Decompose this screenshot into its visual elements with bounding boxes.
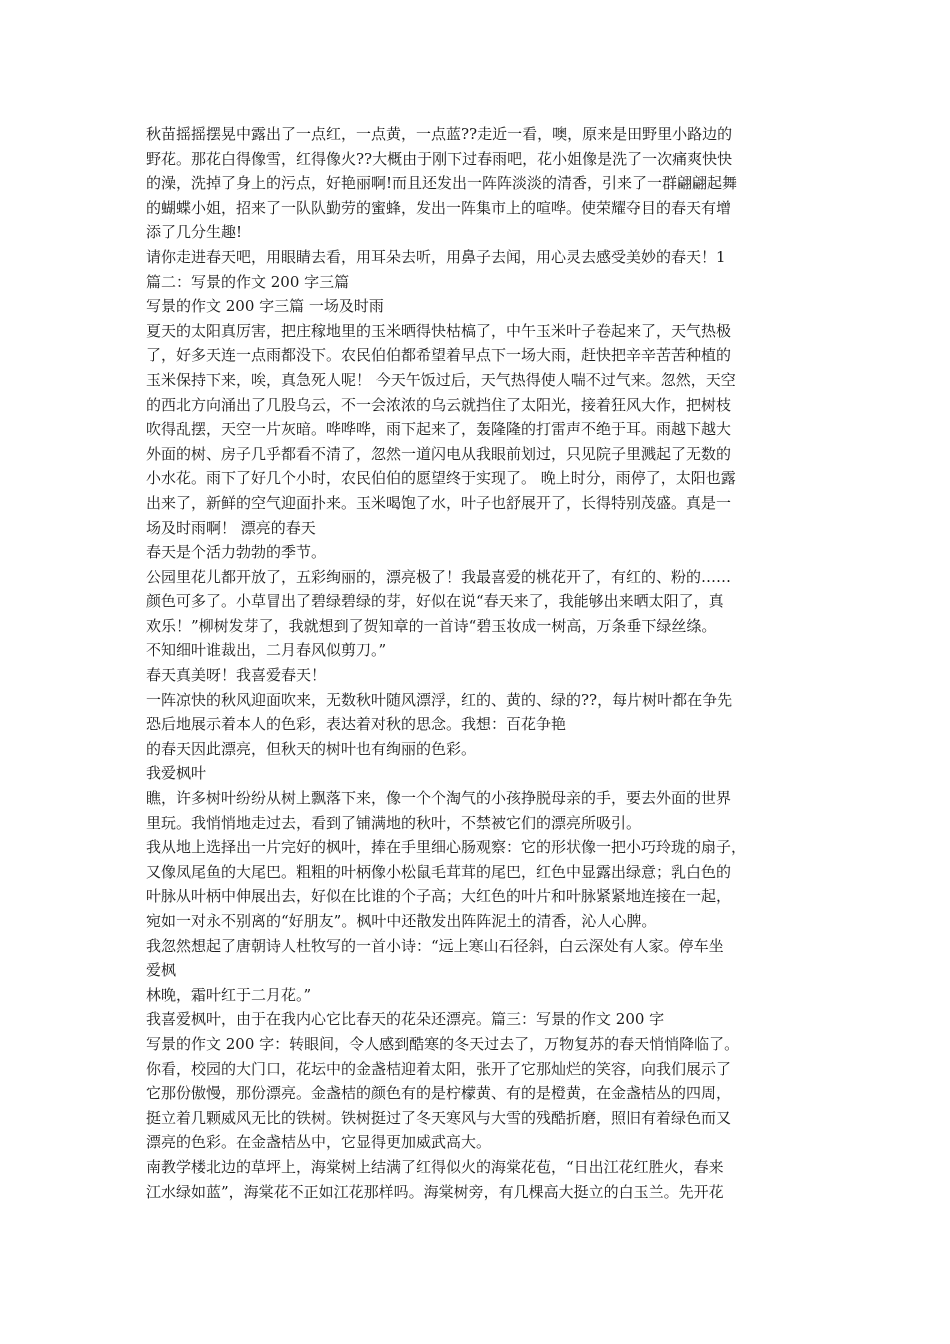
- text-line: 秋苗摇摇摆晃中露出了一点红，一点黄，一点蓝??走近一看，噢，原来是田野里小路边的: [146, 125, 733, 143]
- text-line: 外面的树、房子几乎都看不清了，忽然一道闪电从我眼前划过，只见院子里溅起了无数的: [146, 444, 732, 463]
- text-line: 漂亮的色彩。在金盏桔丛中，它显得更加威武高大。: [146, 1133, 492, 1152]
- text-line: 我从地上选择出一片完好的枫叶，捧在手里细心肠观察：它的形状像一把小巧玲珑的扇子，: [146, 838, 747, 857]
- text-line: 的蝴蝶小姐，招来了一队队勤劳的蜜蜂，发出一阵集市上的喧哗。使荣耀夺目的春天有增: [146, 198, 732, 217]
- text-line: 了，好多天连一点雨都没下。农民伯伯都希望着早点下一场大雨，赶快把辛辛苦苦种植的: [146, 346, 732, 365]
- section-heading: 写景的作文 200 字三篇 一场及时雨: [146, 297, 384, 316]
- text-line: 玉米保持下来，唉，真急死人呢！ 今天午饭过后，天气热得使人喘不过气来。忽然，天空: [146, 370, 736, 389]
- text-line: 小水花。雨下了好几个小时，农民伯伯的愿望终于实现了。 晚上时分，雨停了，太阳也露: [146, 469, 736, 488]
- text-line: 宛如一对永不别离的“好朋友”。枫叶中还散发出阵阵泥土的清香，沁人心脾。: [146, 912, 657, 930]
- text-line: 添了几分生趣!: [146, 223, 243, 242]
- text-line: 里玩。我悄悄地走过去，看到了铺满地的秋叶，不禁被它们的漂亮所吸引。: [146, 813, 642, 832]
- text-line: 不知细叶谁裁出，二月春风似剪刀。”: [146, 641, 387, 660]
- text-line: 又像凤尾鱼的大尾巴。粗粗的叶柄像小松鼠毛茸茸的尾巴，红色中显露出绿意；乳白色的: [146, 862, 732, 881]
- text-line: 春天是个活力勃勃的季节。: [146, 543, 327, 562]
- text-line: 公园里花儿都开放了，五彩绚丽的，漂亮极了！我最喜爱的桃花开了，有红的、粉的……: [146, 567, 732, 586]
- text-line: 请你走进春天吧，用眼睛去看，用耳朵去听，用鼻子去闻，用心灵去感受美妙的春天！1: [146, 247, 726, 266]
- text-line: 的澡，洗掉了身上的污点，好艳丽啊!而且还发出一阵阵淡淡的清香，引来了一群翩翩起舞: [146, 174, 738, 193]
- text-line: 你看，校园的大门口，花坛中的金盏桔迎着太阳，张开了它那灿烂的笑容，向我们展示了: [146, 1059, 732, 1078]
- text-line: 欢乐！”柳树发芽了，我就想到了贺知章的一首诗“碧玉妆成一树高，万条垂下绿丝绦。: [146, 616, 717, 635]
- text-line: 春天真美呀！我喜爱春天！: [146, 666, 327, 685]
- text-line: 挺立着几颗威风无比的铁树。铁树挺过了冬天寒风与大雪的残酷折磨，照旧有着绿色而又: [146, 1108, 732, 1127]
- text-line: 江水绿如蓝”，海棠花不正如江花那样吗。海棠树旁，有几棵高大挺立的白玉兰。先开花: [146, 1182, 724, 1201]
- section-heading: 篇二：写景的作文 200 字三篇: [146, 272, 350, 291]
- text-line: 颜色可多了。小草冒出了碧绿碧绿的芽，好似在说“春天来了，我能够出来晒太阳了，真: [146, 592, 724, 611]
- text-line: 它那份傲慢，那份漂亮。金盏桔的颜色有的是柠檬黄、有的是橙黄，在金盏桔丛的四周，: [146, 1084, 732, 1103]
- text-line: 的西北方向涌出了几股乌云，不一会浓浓的乌云就挡住了太阳光，接着狂风大作，把树枝: [146, 395, 732, 414]
- text-line: 林晚，霜叶红于二月花。”: [146, 985, 312, 1004]
- text-line: 写景的作文 200 字：转眼间，令人感到酷寒的冬天过去了，万物复苏的春天悄悄降临了。: [146, 1034, 740, 1053]
- text-line: 出来了，新鲜的空气迎面扑来。玉米喝饱了水，叶子也舒展开了，长得特别茂盛。真是一: [146, 493, 732, 512]
- section-heading: 我爱枫叶: [146, 764, 207, 783]
- text-line: 我忽然想起了唐朝诗人杜牧写的一首小诗：“远上寒山石径斜，白云深处有人家。停车坐: [146, 936, 724, 955]
- text-line: 叶脉从叶柄中伸展出去，好似在比谁的个子高；大红色的叶片和叶脉紧紧地连接在一起，: [146, 887, 732, 906]
- text-line: 我喜爱枫叶，由于在我内心它比春天的花朵还漂亮。篇三：写景的作文 200 字: [146, 1010, 665, 1029]
- text-line: 爱枫: [146, 961, 177, 980]
- text-line: 一阵凉快的秋风迎面吹来，无数秋叶随风漂浮，红的、黄的、绿的??，每片树叶都在争先: [146, 690, 733, 709]
- text-line: 野花。那花白得像雪，红得像火??大概由于刚下过春雨吧，花小姐像是洗了一次痛爽快快: [146, 149, 733, 168]
- text-line: 场及时雨啊！ 漂亮的春天: [146, 518, 316, 537]
- text-line: 瞧，许多树叶纷纷从树上飘落下来，像一个个淘气的小孩挣脱母亲的手，要去外面的世界: [146, 789, 732, 808]
- text-line: 的春天因此漂亮，但秋天的树叶也有绚丽的色彩。: [146, 739, 477, 758]
- text-line: 吹得乱摆，天空一片灰暗。哗哗哗，雨下起来了，轰隆隆的打雷声不绝于耳。雨越下越大: [146, 420, 732, 439]
- text-line: 南教学楼北边的草坪上，海棠树上结满了红得似火的海棠花苞，“日出江花红胜火，春来: [146, 1157, 724, 1176]
- text-line: 夏天的太阳真厉害，把庄稼地里的玉米晒得快枯槁了，中午玉米叶子卷起来了，天气热极: [146, 321, 732, 340]
- document-body: [146, 122, 808, 1204]
- text-line: 恐后地展示着本人的色彩，表达着对秋的思念。我想：百花争艳: [146, 715, 567, 734]
